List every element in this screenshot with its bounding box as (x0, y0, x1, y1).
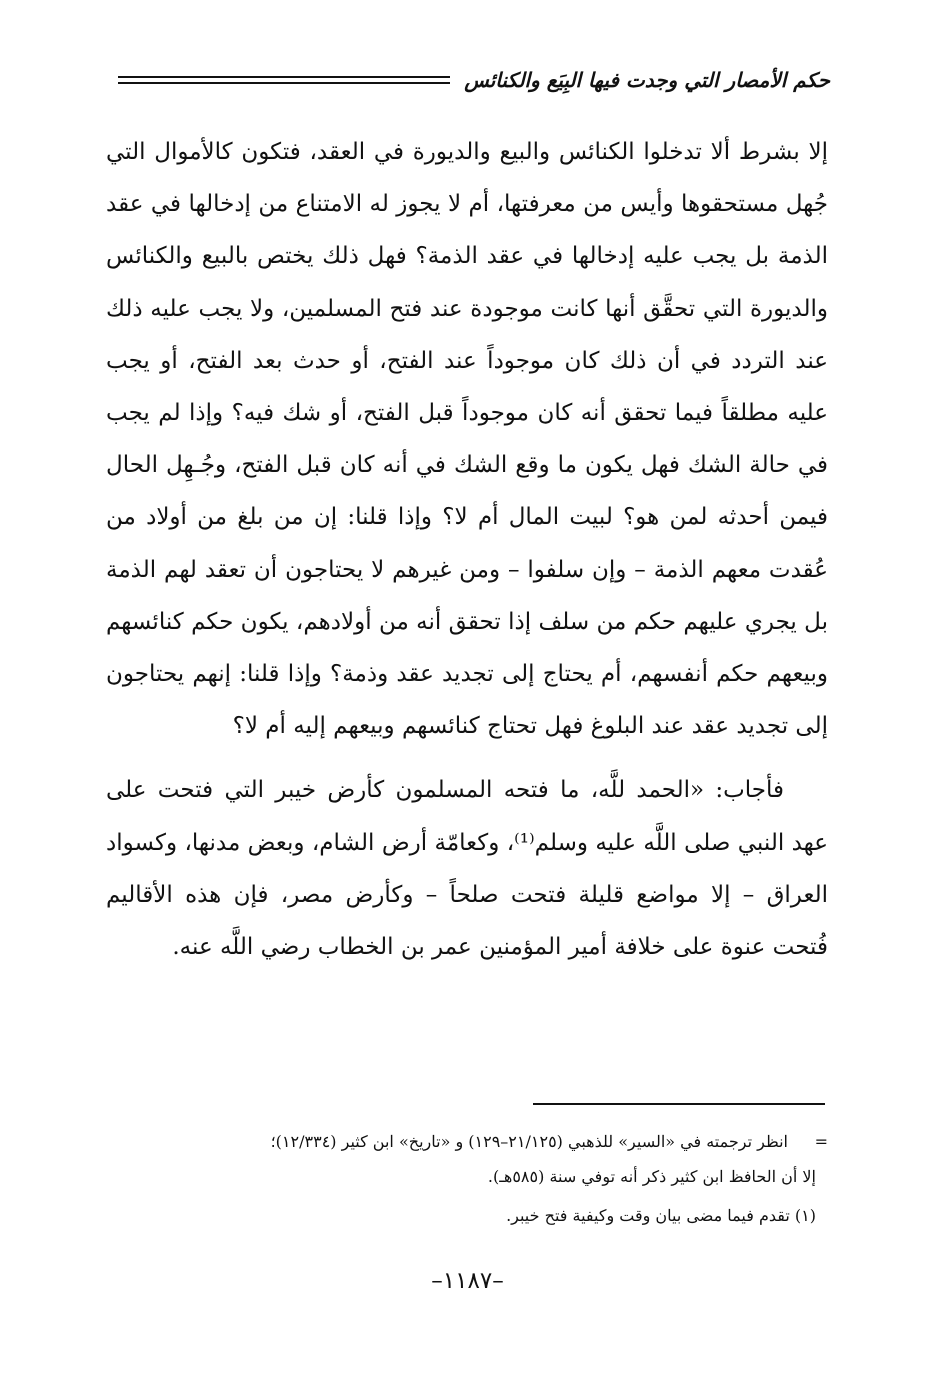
answer-paragraph: فأجاب: «الحمد للَّه، ما فتحه المسلمون كأرض خيبر التي فتحت على عهد النبي صلى اللَّه عليه وسلم⁽¹⁾، وكعامّة أرض الشام، وبعض مدنها، وكسواد العراق – إلا مواضع قليلة فتحت صلحاً – وكأرض مصر، فإن هذه الأقاليم فُتحت عنوة على خلافة أمير المؤمنين عمر بن الخطاب رضي اللَّه عنه. (106, 777, 828, 961)
continuation-marker: = (814, 1132, 828, 1151)
footnote-continuation-line1 (110, 1124, 828, 1159)
footnote-1: (١) تقدم فيما مضى بيان وقت وكيفية فتح خيبر. (506, 1206, 816, 1225)
header-title: حكم الأمصار التي وجدت فيها البِيَع والكنائس (464, 68, 830, 92)
footnote-continuation-line2: إلا أن الحافظ ابن كثير ذكر أنه توفي سنة (٥٨٥هـ). (487, 1167, 816, 1186)
running-header (118, 60, 830, 100)
header-double-rule (118, 76, 450, 84)
main-text (106, 126, 828, 973)
footnote-separator (533, 1103, 825, 1105)
footnote-continuation-text1: انظر ترجمته في «السير» للذهبي (٢١/١٢٥–١٢٩) و «تاريخ» ابن كثير (١٢/٣٣٤)؛ (270, 1132, 788, 1151)
page-number: –١١٨٧– (431, 1268, 504, 1294)
question-paragraph: إلا بشرط ألا تدخلوا الكنائس والبيع والديورة في العقد، فتكون كالأموال التي جُهل مستحقوها وأيس من معرفتها، أم لا يجوز له الامتناع من إدخالها في عقد الذمة بل يجب عليه إدخالها في عقد الذمة؟ فهل ذلك يختص بالبيع والكنائس والديورة التي تحقَّق أنها كانت موجودة عند فتح المسلمين، ولا يجب عليه ذلك عند التردد في أن ذلك كان موجوداً عند الفتح، أو حدث بعد الفتح، أو يجب عليه مطلقاً فيما تحقق أنه كان موجوداً قبل الفتح، أو شك فيه؟ وإذا لم يجب في حالة الشك فهل يكون ما وقع الشك في أنه كان قبل الفتح، وجُـهِل الحال فيمن أحدثه لمن هو؟ لبيت المال أم لا؟ وإذا قلنا: إن من بلغ من أولاد من عُقدت معهم الذمة – وإن سلفوا – ومن غيرهم لا يحتاجون أن تعقد لهم الذمة بل يجري عليهم حكم من سلف إذا تحقق أنه من أولادهم، يكون حكم كنائسهم وبيعهم حكم أنفسهم، أم يحتاج إلى تجديد عقد وذمة؟ وإذا قلنا: إنهم يحتاجون إلى تجديد عقد عند البلوغ فهل تحتاج كنائسهم وبيعهم إليه أم لا؟ (106, 139, 828, 740)
footnotes (110, 1124, 828, 1233)
